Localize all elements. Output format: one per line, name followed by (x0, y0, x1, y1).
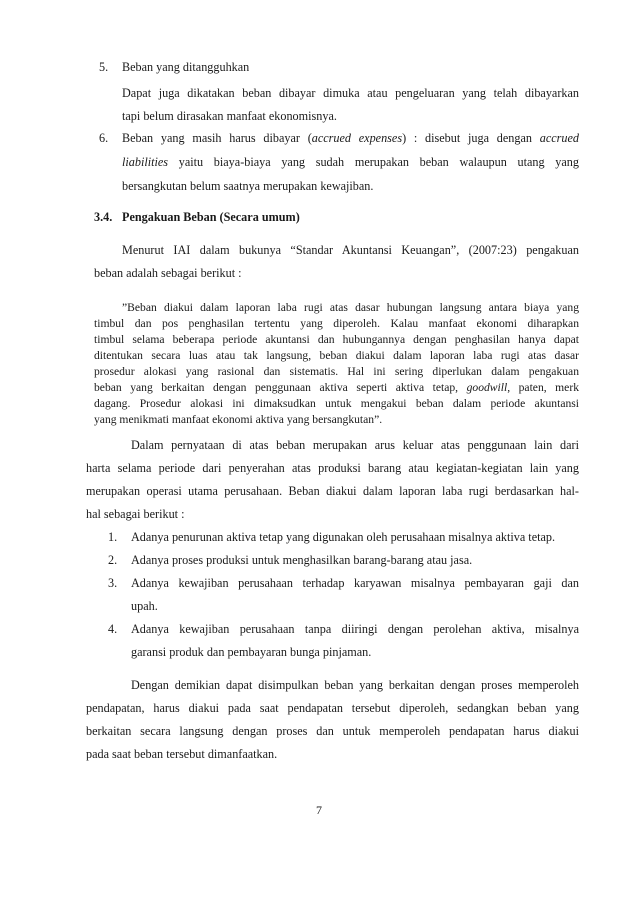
paragraph-line: beban adalah sebagai berikut : (94, 266, 242, 280)
paragraph-line: harta selama periode dari penyerahan atas produksi barang atau kegiatan-kegiatan lain yang (86, 461, 579, 475)
page-number: 7 (316, 803, 322, 817)
list-item-text: Adanya kewajiban perusahaan terhadap karyawan misalnya pembayaran gaji dan (131, 576, 579, 590)
list-number: 6. (99, 131, 109, 145)
text-run: ) : disebut juga dengan (402, 131, 540, 145)
paragraph-line: Dengan demikian dapat disimpulkan beban yang berkaitan dengan proses memperoleh (131, 678, 579, 692)
paragraph-line: pendapatan, harus diakui pada saat pendapatan tersebut diperoleh, sedangkan beban yang (86, 701, 579, 715)
paragraph-line: Dalam pernyataan di atas beban merupakan arus keluar atas penggunaan lain dari (131, 438, 579, 452)
list-item-text (122, 155, 579, 169)
italic-term: accrued (539, 131, 579, 145)
list-item-text: Adanya proses produksi untuk menghasilkan barang-barang atau jasa. (131, 553, 473, 567)
quote-line: prosedur alokasi yang rasional dan sistematis. Hal ini sering diperlukan dalam pengakuan (94, 365, 579, 378)
paragraph-line: pada saat beban tersebut dimanfaatkan. (86, 747, 278, 761)
list-item-text: Adanya penurunan aktiva tetap yang digunakan oleh perusahaan misalnya aktiva tetap. (131, 530, 556, 544)
italic-term: accrued expenses (311, 131, 403, 145)
list-item-description: Dapat juga dikatakan beban dibayar dimuka atau pengeluaran yang telah dibayarkan (122, 86, 579, 100)
paragraph-line: hal sebagai berikut : (86, 507, 185, 521)
list-item-text: Adanya kewajiban perusahaan tanpa diiringi dengan perolehan aktiva, misalnya (131, 622, 579, 636)
quote-line: yang menikmati manfaat ekonomi aktiva yang bersangkutan”. (94, 413, 383, 426)
italic-term: goodwill (466, 381, 508, 394)
quote-line: dagang. Prosedur alokasi ini dimaksudkan untuk mengakui beban dalam periode akuntansi (94, 397, 579, 410)
italic-term: liabilities (122, 155, 169, 169)
list-item-text: bersangkutan belum saatnya merupakan kewajiban. (122, 179, 374, 193)
paragraph-line: merupakan operasi utama perusahaan. Beban diakui dalam laporan laba rugi berdasarkan hal- (86, 484, 579, 498)
section-title: Pengakuan Beban (Secara umum) (122, 210, 300, 224)
list-item-text: garansi produk dan pembayaran bunga pinjaman. (131, 645, 372, 659)
list-number: 5. (99, 60, 109, 74)
quote-line: ditentukan secara luas atau tak langsung, beban diakui dalam laporan laba rugi atas dasar (94, 349, 579, 362)
section-number: 3.4. (94, 210, 113, 224)
quote-line: ”Beban diakui dalam laporan laba rugi atas dasar hubungan langsung antara biaya yang (122, 301, 579, 314)
quote-line (94, 381, 579, 395)
quote-line: timbul selama beberapa periode akuntansi dan hubungannya dengan penghasilan hanya dapat (94, 333, 579, 346)
quote-line: timbul dan pos penghasilan tertentu yang diperoleh. Kalau manfaat ekonomi diharapkan (94, 317, 579, 330)
text-run: , paten, merk (507, 381, 579, 394)
list-item-description: tapi belum dirasakan manfaat ekonomisnya. (122, 109, 337, 123)
text-run: Beban yang masih harus dibayar ( (122, 131, 312, 145)
list-number: 4. (108, 622, 118, 636)
list-item-title: Beban yang ditangguhkan (122, 60, 250, 74)
list-item-text: upah. (131, 599, 158, 613)
text-run: yaitu biaya-biaya yang sudah merupakan beban walaupun utang yang (168, 155, 579, 169)
list-item-text (122, 131, 579, 145)
text-run: beban yang berkaitan dengan penggunaan aktiva seperti aktiva tetap, (94, 381, 467, 394)
paragraph-line: berkaitan secara langsung dengan proses dan untuk memperoleh pendapatan harus diakui (86, 724, 579, 738)
list-number: 2. (108, 553, 118, 567)
list-number: 3. (108, 576, 118, 590)
paragraph-line: Menurut IAI dalam bukunya “Standar Akuntansi Keuangan”, (2007:23) pengakuan (122, 243, 579, 257)
list-number: 1. (108, 530, 118, 544)
